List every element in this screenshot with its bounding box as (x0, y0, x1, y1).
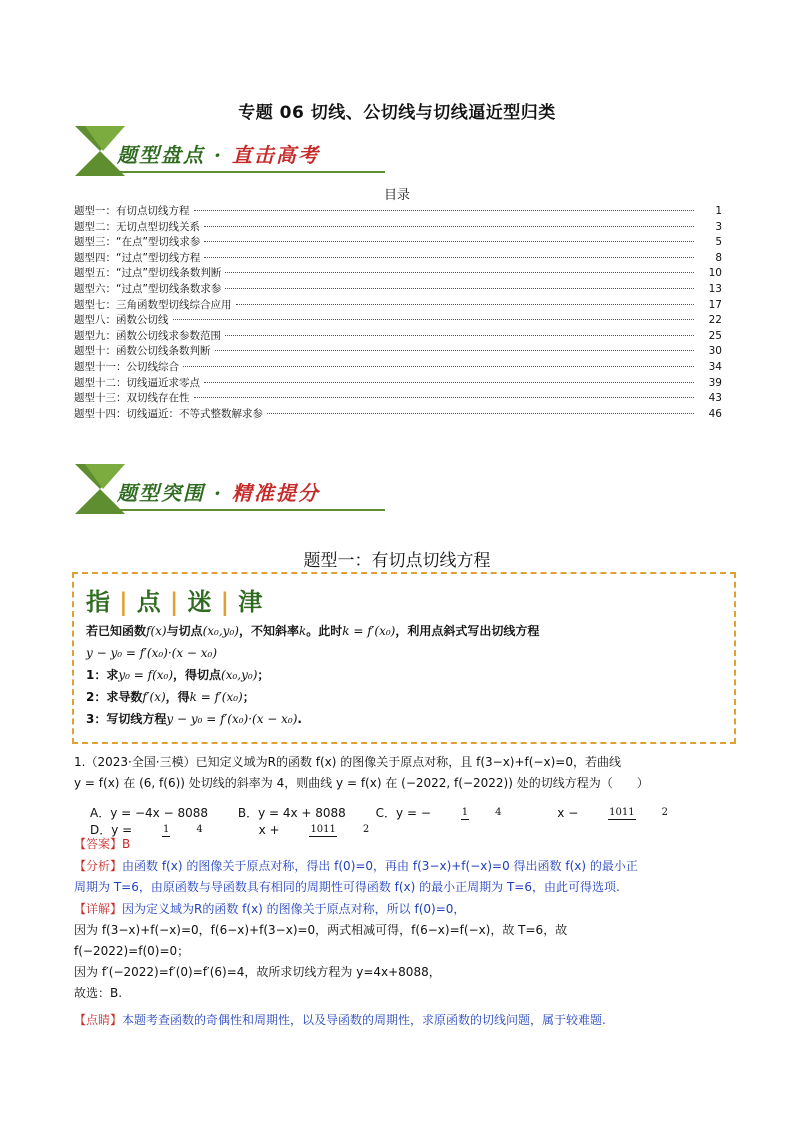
comment-text: 本题考查函数的奇偶性和周期性，以及导函数的周期性，求原函数的切线问题，属于较难题. (122, 1013, 606, 1027)
toc-label: 题型十四：切线逼近：不等式整数解求参 (74, 407, 263, 420)
toc-row[interactable] (74, 375, 722, 391)
question-line-1: 已知定义域为R的函数 f(x) 的图像关于原点对称，且 f(3−x)+f(−x)=0，若曲线 (195, 755, 621, 769)
banner-part2: 精准提分 (231, 481, 320, 505)
toc-leader (183, 366, 694, 367)
toc-label: 题型一：有切点切线方程 (74, 205, 190, 217)
toc-leader (204, 241, 694, 242)
toc-row[interactable] (74, 359, 722, 375)
tip-step-1: 1：求y₀ = f(x₀)，得切点(x₀,y₀)； (86, 668, 270, 682)
banner-dot: · (213, 481, 223, 505)
toc-page: 43 (708, 392, 722, 405)
banner-text (117, 139, 320, 168)
toc-row[interactable] (74, 328, 722, 344)
tip-char: 津 (238, 587, 266, 616)
tip-formula: y − y₀ = f′(x₀)·(x − x₀) (86, 646, 218, 660)
toc-label: 题型八：函数公切线 (74, 314, 169, 327)
toc-row[interactable] (74, 203, 722, 219)
toc-leader (225, 272, 694, 273)
toc-leader (194, 210, 695, 211)
toc-page: 30 (708, 345, 722, 358)
toc-page: 10 (708, 267, 722, 280)
toc-leader (225, 335, 694, 336)
toc-row[interactable] (74, 406, 722, 422)
detail-text: 因为 f(3−x)+f(−x)=0，f(6−x)+f(3−x)=0，两式相减可得，f(6−x)=f(−x)，故 T=6，故 (74, 923, 568, 937)
question-source: 1.（2023·全国·三模） (74, 755, 196, 769)
detail-tag: 【详解】 (74, 902, 123, 916)
toc-leader (204, 257, 694, 258)
page-title: 专题 06 切线、公切线与切线逼近型归类 (238, 103, 556, 123)
tip-step-3: 3：写切线方程y − y₀ = f′(x₀)·(x − x₀). (86, 712, 302, 726)
answer-line (74, 834, 738, 855)
toc-leader (204, 226, 694, 227)
banner-breakthrough (75, 464, 385, 514)
toc-leader (173, 319, 695, 320)
question-1 (74, 752, 738, 794)
banner-overview (75, 126, 385, 176)
toc-row[interactable] (74, 250, 722, 266)
toc-row[interactable] (74, 390, 722, 406)
toc-page: 13 (708, 282, 722, 295)
tip-char: 点 (136, 587, 164, 616)
toc-row[interactable] (74, 312, 722, 328)
toc-label: 题型十二：切线逼近求零点 (74, 376, 200, 389)
banner-part1: 题型盘点 (117, 143, 205, 167)
toc-page: 17 (708, 298, 722, 311)
analysis-text: 周期为 T=6，由原函数与导函数具有相同的周期性可得函数 f(x) 的最小正周期为 T=6，由此可得选项. (74, 880, 620, 894)
toc-row[interactable] (74, 234, 722, 250)
toc-leader (236, 304, 695, 305)
comment-block (74, 1010, 738, 1031)
tip-heading: 指 | 点 | 迷 | 津 (86, 587, 266, 616)
tip-step-2: 2：求导数f′(x)，得k = f′(x₀)； (86, 690, 255, 704)
toc-label: 题型十三：双切线存在性 (74, 392, 190, 405)
tip-char: 指 (86, 587, 113, 616)
toc-label: 题型四：“过点”型切线方程 (74, 251, 201, 264)
option-d[interactable]: D．y = 1 4 x + 1011 2 (90, 823, 370, 837)
banner-part1: 题型突围 (117, 481, 205, 505)
toc-row[interactable] (74, 265, 722, 281)
toc-leader (204, 382, 694, 383)
toc-page: 3 (715, 220, 722, 233)
section-heading: 题型一：有切点切线方程 (303, 551, 491, 571)
question-line-2: y = f(x) 在 (6, f(6)) 处切线的斜率为 4，则曲线 y = f(x) 在 (−2022, f(−2022)) 处的切线方程为（ ） (74, 776, 649, 790)
option-c[interactable]: C．y = − 1 4 x − 1011 2 (375, 806, 668, 820)
option-b[interactable]: B．y = 4x + 8088 (237, 806, 346, 820)
toc-label: 题型九：函数公切线求参数范围 (74, 329, 221, 342)
toc-label: 题型十：函数公切线条数判断 (74, 345, 211, 358)
tip-intro: 若已知函数f(x)与切点(x₀,y₀)，不知斜率k。此时k = f′(x₀)，利用点斜式写出切线方程 (86, 624, 540, 638)
detail-text: 因为定义域为R的函数 f(x) 的图像关于原点对称，所以 f(0)=0， (122, 902, 466, 916)
tip-box (72, 572, 736, 744)
toc-leader (194, 397, 695, 398)
toc-leader (215, 350, 695, 351)
answer-options (90, 804, 794, 838)
detail-block (74, 899, 738, 1004)
toc-page: 46 (708, 407, 722, 420)
detail-text: 故选：B. (74, 986, 123, 1000)
banner-text (117, 477, 320, 506)
toc-leader (225, 288, 694, 289)
toc-title: 目录 (383, 188, 410, 203)
toc-page: 1 (715, 205, 722, 217)
toc-row[interactable] (74, 297, 722, 313)
toc-row[interactable] (74, 219, 722, 235)
detail-text: 因为 f′(−2022)=f′(0)=f′(6)=4，故所求切线方程为 y=4x+8088， (74, 965, 441, 979)
option-a[interactable]: A．y = −4x − 8088 (90, 806, 209, 820)
toc-label: 题型五：“过点”型切线条数判断 (74, 267, 222, 280)
comment-tag: 【点睛】 (74, 1013, 123, 1027)
analysis-tag: 【分析】 (74, 859, 123, 873)
toc-label: 题型二：无切点型切线关系 (74, 220, 200, 233)
toc-label: 题型十一：公切线综合 (74, 360, 179, 373)
analysis-block (74, 856, 738, 898)
toc-page: 22 (708, 314, 722, 327)
banner-part2: 直击高考 (231, 143, 320, 167)
toc-label: 题型七：三角函数型切线综合应用 (74, 298, 232, 311)
answer-tag: 【答案】 (74, 837, 123, 851)
tip-char: 迷 (187, 587, 215, 616)
analysis-text: 由函数 f(x) 的图像关于原点对称，得出 f(0)=0，再由 f(3−x)+f(−x)=0 得出函数 f(x) 的最小正 (122, 859, 638, 873)
detail-text: f(−2022)=f(0)=0； (74, 944, 190, 958)
toc-page: 34 (708, 360, 722, 373)
toc-page: 5 (715, 236, 722, 249)
toc-label: 题型三：“在点”型切线求参 (74, 236, 201, 249)
toc-leader (267, 413, 694, 414)
toc-page: 25 (708, 329, 722, 342)
answer-value: B (122, 837, 131, 851)
table-of-contents (74, 203, 722, 421)
toc-page: 8 (715, 251, 722, 264)
toc-row[interactable] (74, 343, 722, 359)
toc-label: 题型六：“过点”型切线条数求参 (74, 282, 222, 295)
toc-row[interactable] (74, 281, 722, 297)
banner-dot: · (213, 143, 223, 167)
toc-page: 39 (708, 376, 722, 389)
